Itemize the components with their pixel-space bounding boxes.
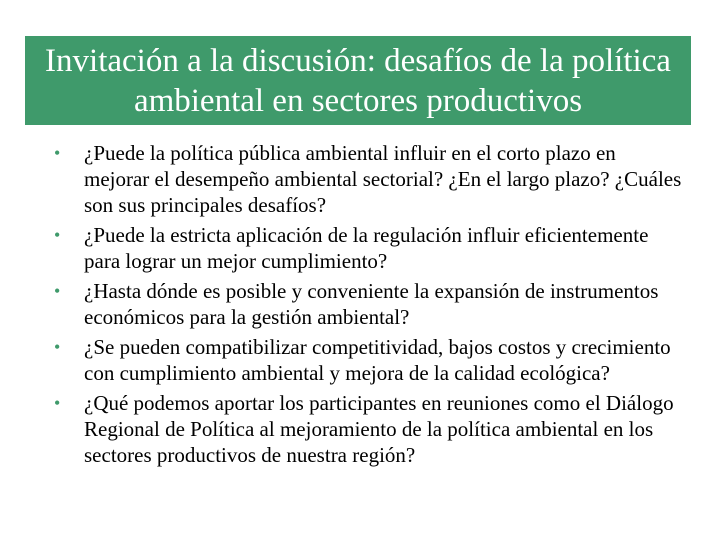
bullet-item-5 [52,390,682,468]
bullet-dot-icon: • [54,143,61,163]
bullet-dot-icon: • [54,393,61,413]
bullet-text-1: ¿Puede la política pública ambiental influir en el corto plazo en mejorar el desempeño ambiental sectorial? ¿En el largo plazo? ¿Cuáles son sus principales desafíos? [84,141,682,217]
bullet-dot-icon: • [54,337,61,357]
bullet-dot-icon: • [54,281,61,301]
bullet-item-2 [52,222,682,274]
bullet-item-4 [52,334,682,386]
slide-title: Invitación a la discusión: desafíos de la política ambiental en sectores productivos [45,42,671,119]
bullet-item-3 [52,278,682,330]
bullet-item-1 [52,140,682,218]
title-banner [25,36,691,125]
bullet-text-2: ¿Puede la estricta aplicación de la regulación influir eficientemente para lograr un mejor cumplimiento? [84,223,649,273]
bullet-text-3: ¿Hasta dónde es posible y conveniente la expansión de instrumentos económicos para la gestión ambiental? [84,279,659,329]
bullet-text-5: ¿Qué podemos aportar los participantes en reuniones como el Diálogo Regional de Política al mejoramiento de la política ambiental en los sectores productivos de nuestra región? [84,391,674,467]
bullet-list [52,140,682,472]
bullet-text-4: ¿Se pueden compatibilizar competitividad, bajos costos y crecimiento con cumplimiento ambiental y mejora de la calidad ecológica? [84,335,671,385]
bullet-dot-icon: • [54,225,61,245]
